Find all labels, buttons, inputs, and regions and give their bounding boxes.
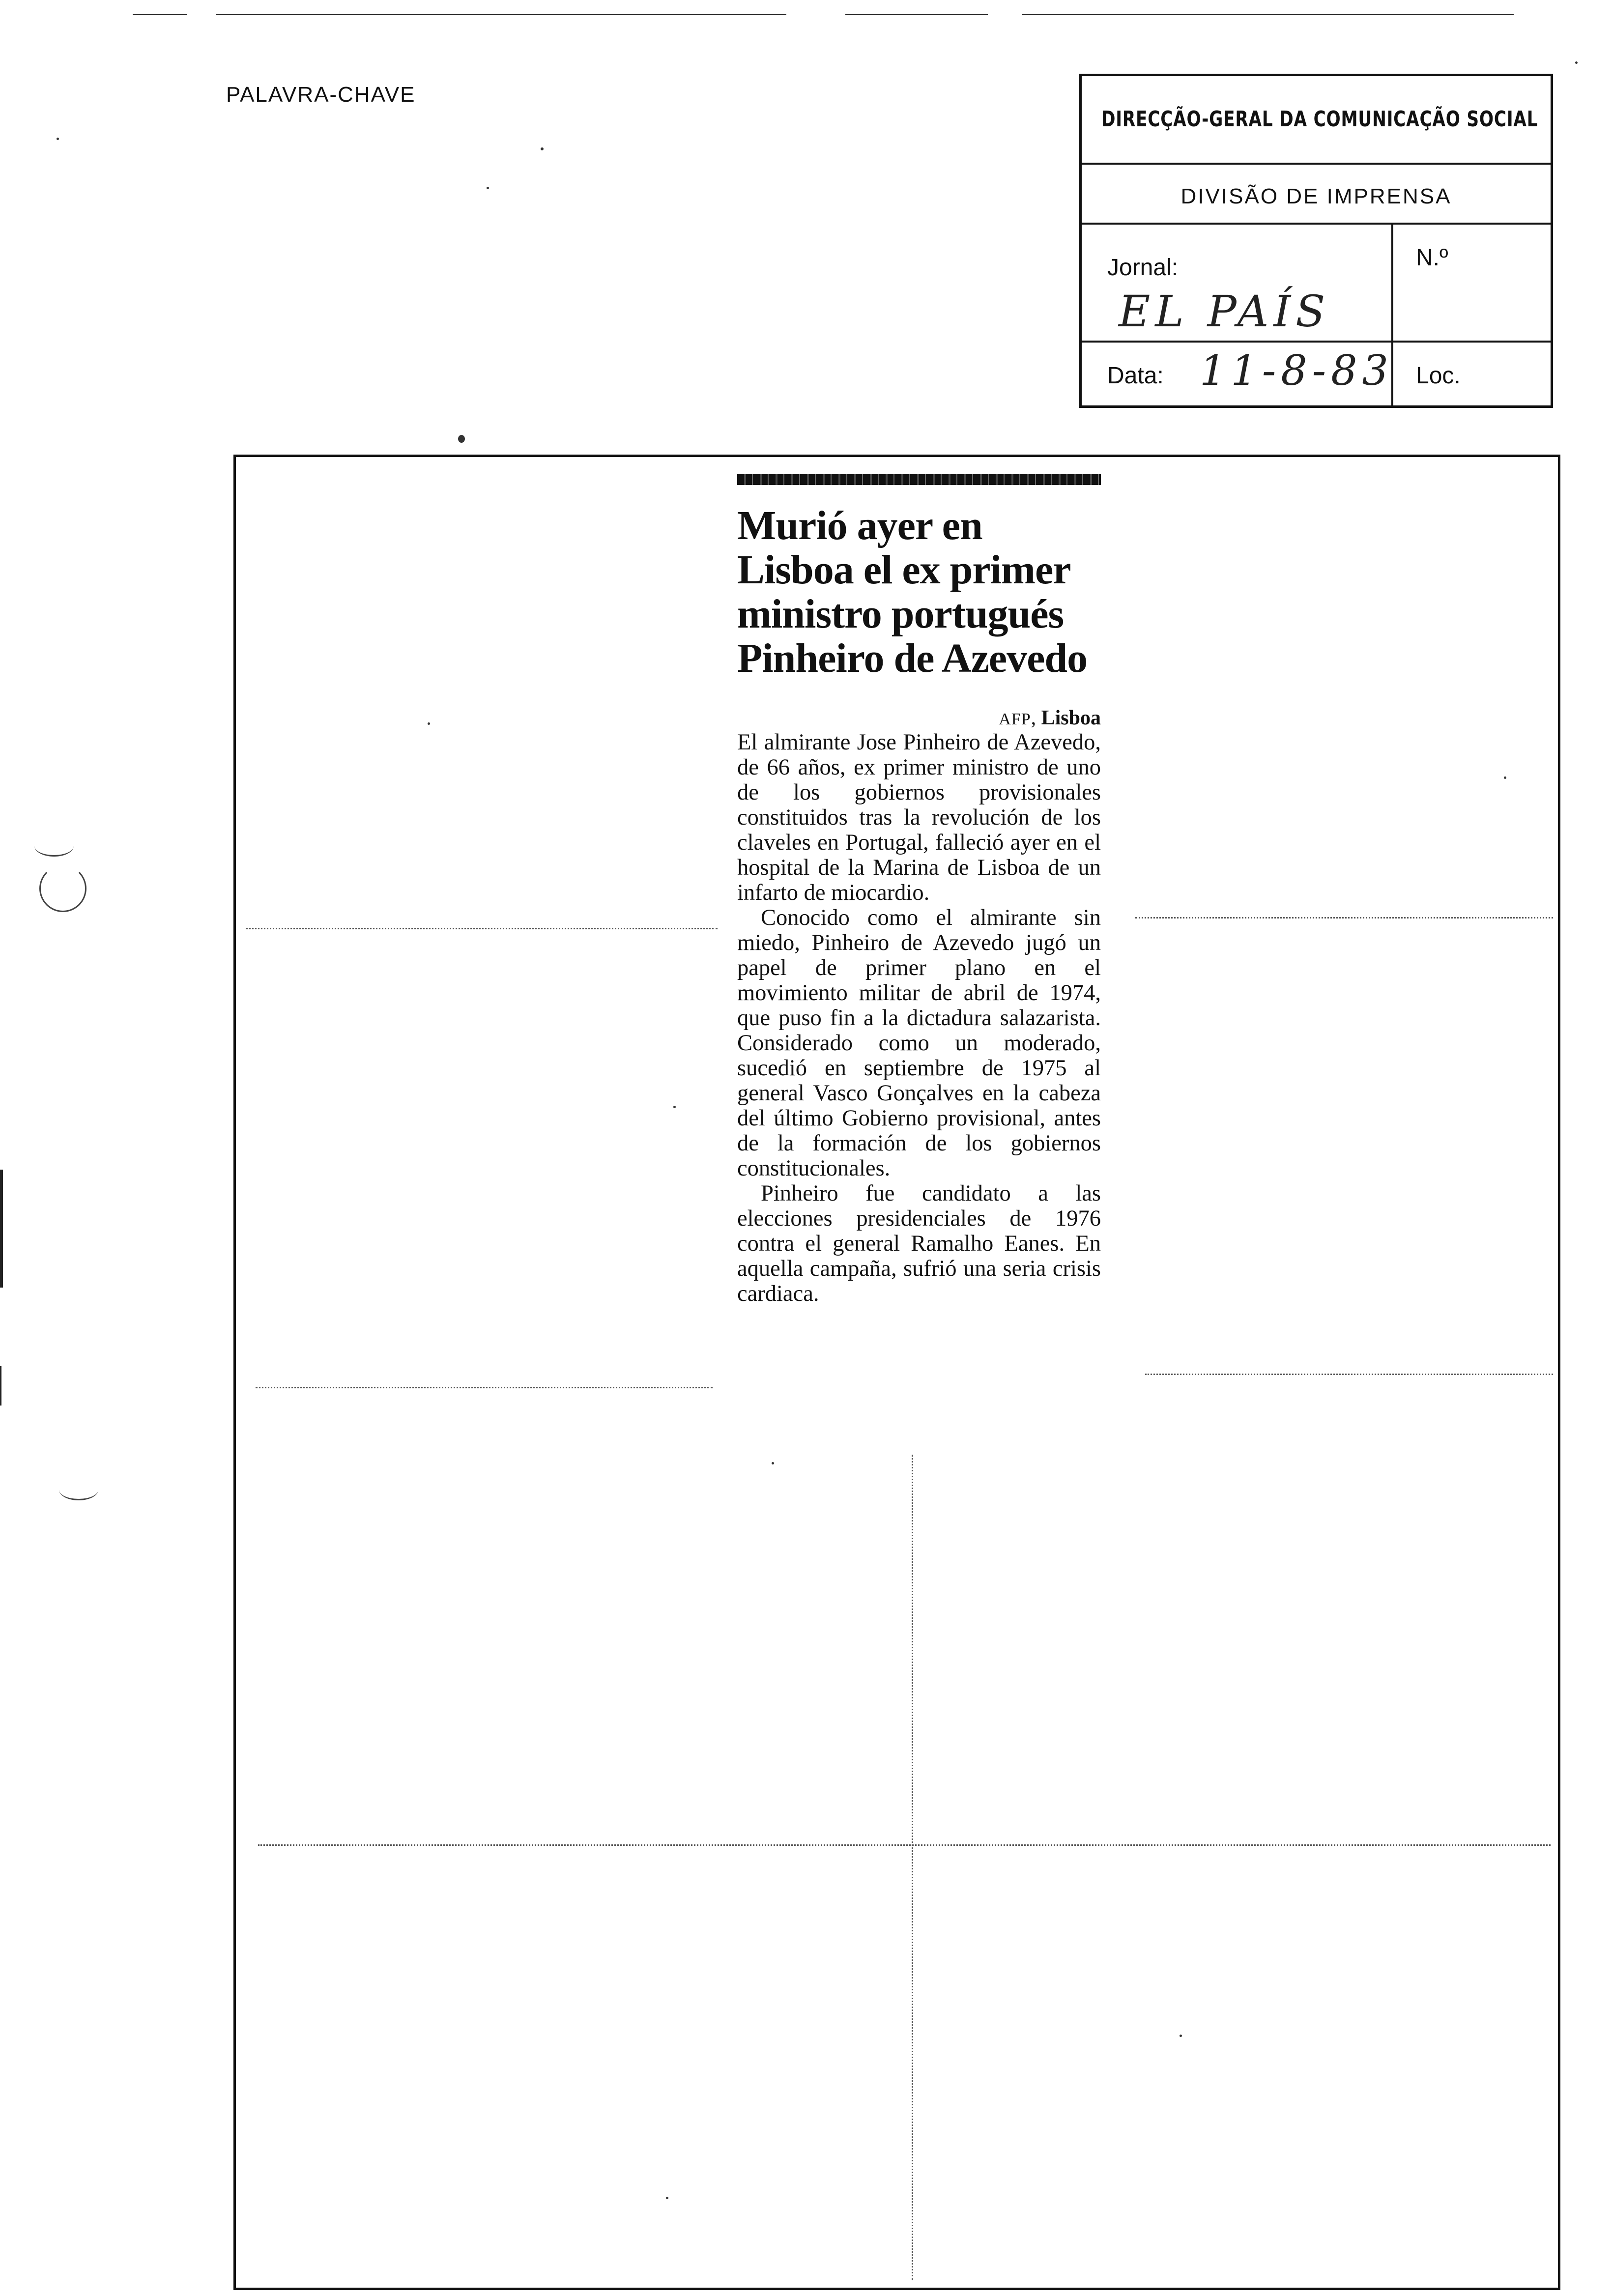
scan-top-rule xyxy=(216,14,786,15)
byline-place: Lisboa xyxy=(1041,707,1101,729)
scan-edge-mark xyxy=(0,1170,3,1288)
stamp-newspaper-row xyxy=(1082,225,1551,343)
scan-top-rule xyxy=(1022,14,1514,15)
press-clipping-stamp xyxy=(1079,74,1553,408)
scan-speck xyxy=(57,138,59,140)
cut-guide-horizontal xyxy=(258,1844,1551,1846)
scan-top-rule xyxy=(845,14,988,15)
stamp-column-divider xyxy=(1391,225,1393,405)
stamp-division-name: DIVISÃO DE IMPRENSA xyxy=(1180,184,1452,208)
scan-speck xyxy=(541,147,544,150)
cut-guide-horizontal xyxy=(256,1387,713,1388)
byline-agency: AFP xyxy=(999,710,1031,728)
scan-arc-mark xyxy=(59,1479,98,1500)
news-article xyxy=(737,474,1101,1306)
cut-guide-horizontal xyxy=(246,928,718,929)
stamp-numero-label: N.º xyxy=(1416,245,1448,271)
article-paragraph: Pinheiro fue candidato a las elecciones presidenciales de 1976 contra el general Ramalho Eanes. En aquella campaña, sufrió una seria crisis cardiaca. xyxy=(737,1181,1101,1306)
article-paragraph: Conocido como el almirante sin miedo, Pinheiro de Azevedo jugó un papel de primer plano en el movimiento militar de abril de 1974, que puso fin a la dictadura salazarista. Considerado como un moderado, sucedió en septiembre de 1975 al general Vasco Gonçalves en la cabeza del último Gobierno provisional, antes de la formación de los gobiernos constitucionales. xyxy=(737,905,1101,1181)
scan-speck xyxy=(1575,61,1578,64)
cut-guide-vertical xyxy=(912,1455,913,2280)
stamp-agency-row xyxy=(1082,76,1551,165)
scan-arc-mark xyxy=(34,835,74,857)
article-paragraph: El almirante Jose Pinheiro de Azevedo, de 66 años, ex primer ministro de uno de los gobiernos provisionales constituidos tras la revolución de los claveles en Portugal, falleció ayer en el hospital de la Marina de Lisboa de un infarto de miocardio. xyxy=(737,730,1101,905)
stamp-division-row xyxy=(1082,165,1551,225)
stamp-date-row xyxy=(1082,343,1551,405)
cut-guide-horizontal xyxy=(1145,1374,1553,1375)
article-header-bar xyxy=(737,474,1101,485)
scan-edge-mark xyxy=(0,1366,1,1406)
keyword-label: PALAVRA-CHAVE xyxy=(226,83,416,107)
scan-top-rule xyxy=(133,14,187,15)
cut-guide-horizontal xyxy=(1135,917,1553,918)
stamp-loc-label: Loc. xyxy=(1416,363,1461,389)
stamp-data-value: 11-8-83 xyxy=(1200,346,1393,395)
scan-ring-mark xyxy=(39,865,86,912)
article-headline: Murió ayer en Lisboa el ex primer ministro portugués Pinheiro de Azevedo xyxy=(737,503,1088,681)
stamp-jornal-label: Jornal: xyxy=(1107,255,1179,281)
article-byline: AFP, Lisboa xyxy=(999,707,1101,729)
stamp-agency-name: DIRECÇÃO-GERAL DA COMUNICAÇÃO SOCIAL xyxy=(1101,107,1538,132)
stamp-data-label: Data: xyxy=(1107,363,1164,389)
scan-speck xyxy=(458,435,465,443)
scan-speck xyxy=(487,187,489,189)
stamp-jornal-value: EL PAÍS xyxy=(1119,286,1330,337)
